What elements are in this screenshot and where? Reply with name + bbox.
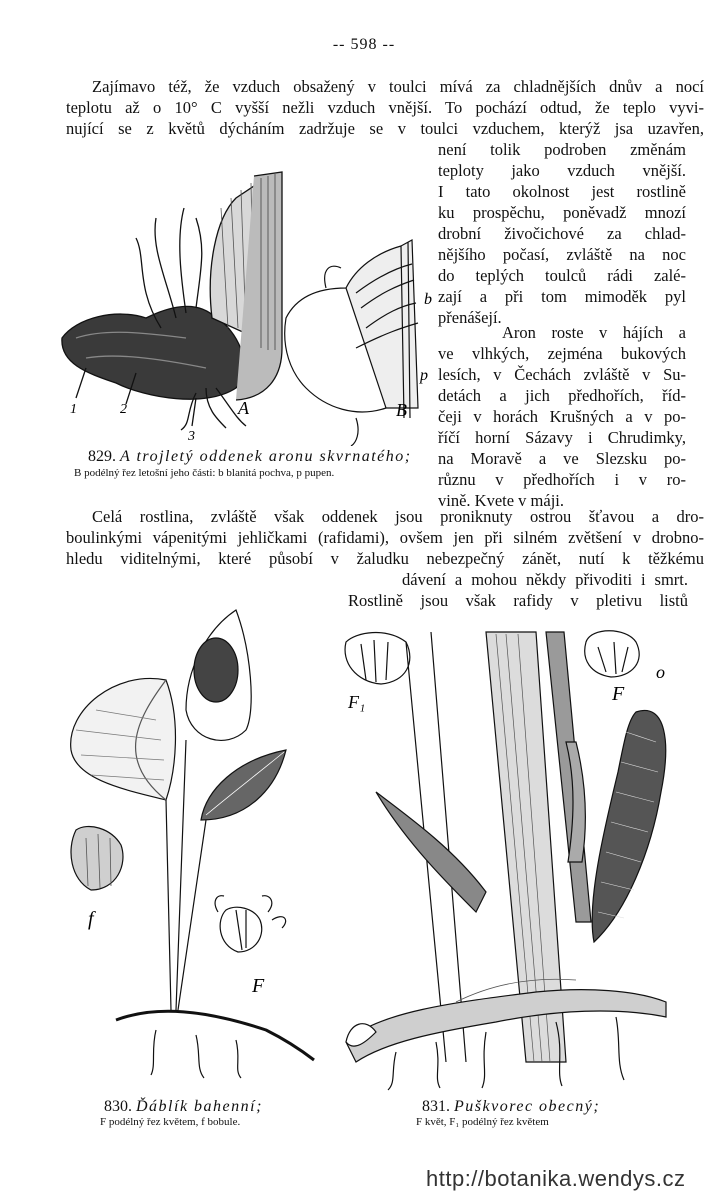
para2-line-6: říčí horní Sázavy i Chrudimky,	[438, 428, 686, 447]
para2-line-7: na Moravě a ve Slezsku po-	[438, 449, 686, 468]
fig831-caption	[422, 1098, 600, 1116]
fig831-number: 831.	[422, 1098, 450, 1115]
fig831-title: Puškvorec obecný;	[454, 1098, 601, 1115]
fig830-subcaption: F podélný řez květem, f bobule.	[100, 1116, 241, 1128]
fig830-illustration	[56, 590, 340, 1080]
fig829-title: A trojletý oddenek aronu skvrnatého;	[120, 448, 412, 465]
para1-line-9: nějšího počasí, zvláště na noc	[438, 245, 686, 264]
para2-line-5: čeji v horách Krušných a v po-	[438, 407, 686, 426]
fig829-subcaption: B podélný řez letošní jeho části: b blanitá pochva, p pupen.	[74, 467, 335, 479]
para1-line-8: drobní živočichové za chlad-	[438, 224, 686, 243]
para1-line-6: I tato okolnost jest rostlině	[438, 182, 686, 201]
para1-line-10: do teplých toulců rádi zalé-	[438, 266, 686, 285]
fig829-label-A: A	[238, 398, 249, 418]
fig831-subcaption: F květ, F₁ podélný řez květem	[416, 1116, 549, 1128]
fig829-number: 829.	[88, 448, 116, 465]
fig830-label-F: F	[252, 975, 265, 997]
fig831-illustration	[336, 622, 676, 1092]
para1-line-12: přenášejí.	[438, 308, 502, 327]
para1-line-4: není tolik podroben změnám	[438, 140, 686, 159]
fig830-title: Ďáblík bahenní;	[136, 1098, 263, 1115]
page-number: -- 598 --	[332, 36, 396, 53]
fig829-caption	[88, 448, 433, 466]
para3-line-4: dávení a mohou někdy přivoditi i smrt.	[402, 570, 688, 589]
para3-line-2: boulinkými vápenitými jehličkami (rafidami), ovšem jen při silném zvětšení v drobno-	[66, 528, 704, 547]
para1-line-1: Zajímavo též, že vzduch obsažený v toulci mívá za chladnějších dnův a nocí	[92, 77, 704, 96]
para2-line-4: detách a jich předhořích, říd-	[438, 386, 686, 405]
fig829-label-2: 2	[120, 402, 127, 417]
para2-line-2: ve vlhkých, zejména bukových	[438, 344, 686, 363]
fig830-label-f: f	[88, 908, 94, 930]
para1-line-5: teploty jako vzduch vnější.	[438, 161, 686, 180]
fig829-illustration	[56, 168, 432, 446]
fig830-caption	[104, 1098, 263, 1116]
para3-line-3: hledu viditelnými, které působí v žaludku nebezpečný zánět, nutí k těžkému	[66, 549, 704, 568]
fig829-label-b: b	[424, 291, 432, 308]
para3-line-5: Rostlině jsou však rafidy v pletivu listů	[348, 591, 688, 610]
para2-line-1: Aron roste v hájích a	[502, 323, 686, 342]
fig831-label-F1: F₁	[348, 692, 366, 712]
fig829-label-p: p	[420, 367, 428, 384]
para2-line-9: vině. Kvete v máji.	[438, 491, 565, 510]
para2-line-3: lesích, v Čechách zvláště v Su-	[438, 365, 686, 384]
fig829-label-3: 3	[188, 429, 195, 444]
para1-line-2: teplotu až o 10° C vyšší nežli vzduch vnější. To pochází odtud, že teplo vyvi-	[66, 98, 704, 117]
fig831-label-o: o	[656, 662, 665, 682]
para1-line-7: ku prospěchu, poněvadž mnozí	[438, 203, 686, 222]
fig831-label-F: F	[612, 683, 625, 705]
fig829-label-B: B	[396, 400, 407, 420]
para1-line-11: zají a při tom mimoděk pyl	[438, 287, 686, 306]
para1-line-3: nující se z květů dýcháním zadržuje se v toulci vzduchem, kterýž jsa uzavřen,	[66, 119, 704, 138]
fig829-label-1: 1	[70, 402, 77, 417]
fig830-number: 830.	[104, 1098, 132, 1115]
para2-line-8: různu v předhořích i v ro-	[438, 470, 686, 489]
watermark-url[interactable]: http://botanika.wendys.cz	[426, 1166, 686, 1191]
para3-line-1: Celá rostlina, zvláště však oddenek jsou proniknuty ostrou šťavou a dro-	[92, 507, 704, 526]
